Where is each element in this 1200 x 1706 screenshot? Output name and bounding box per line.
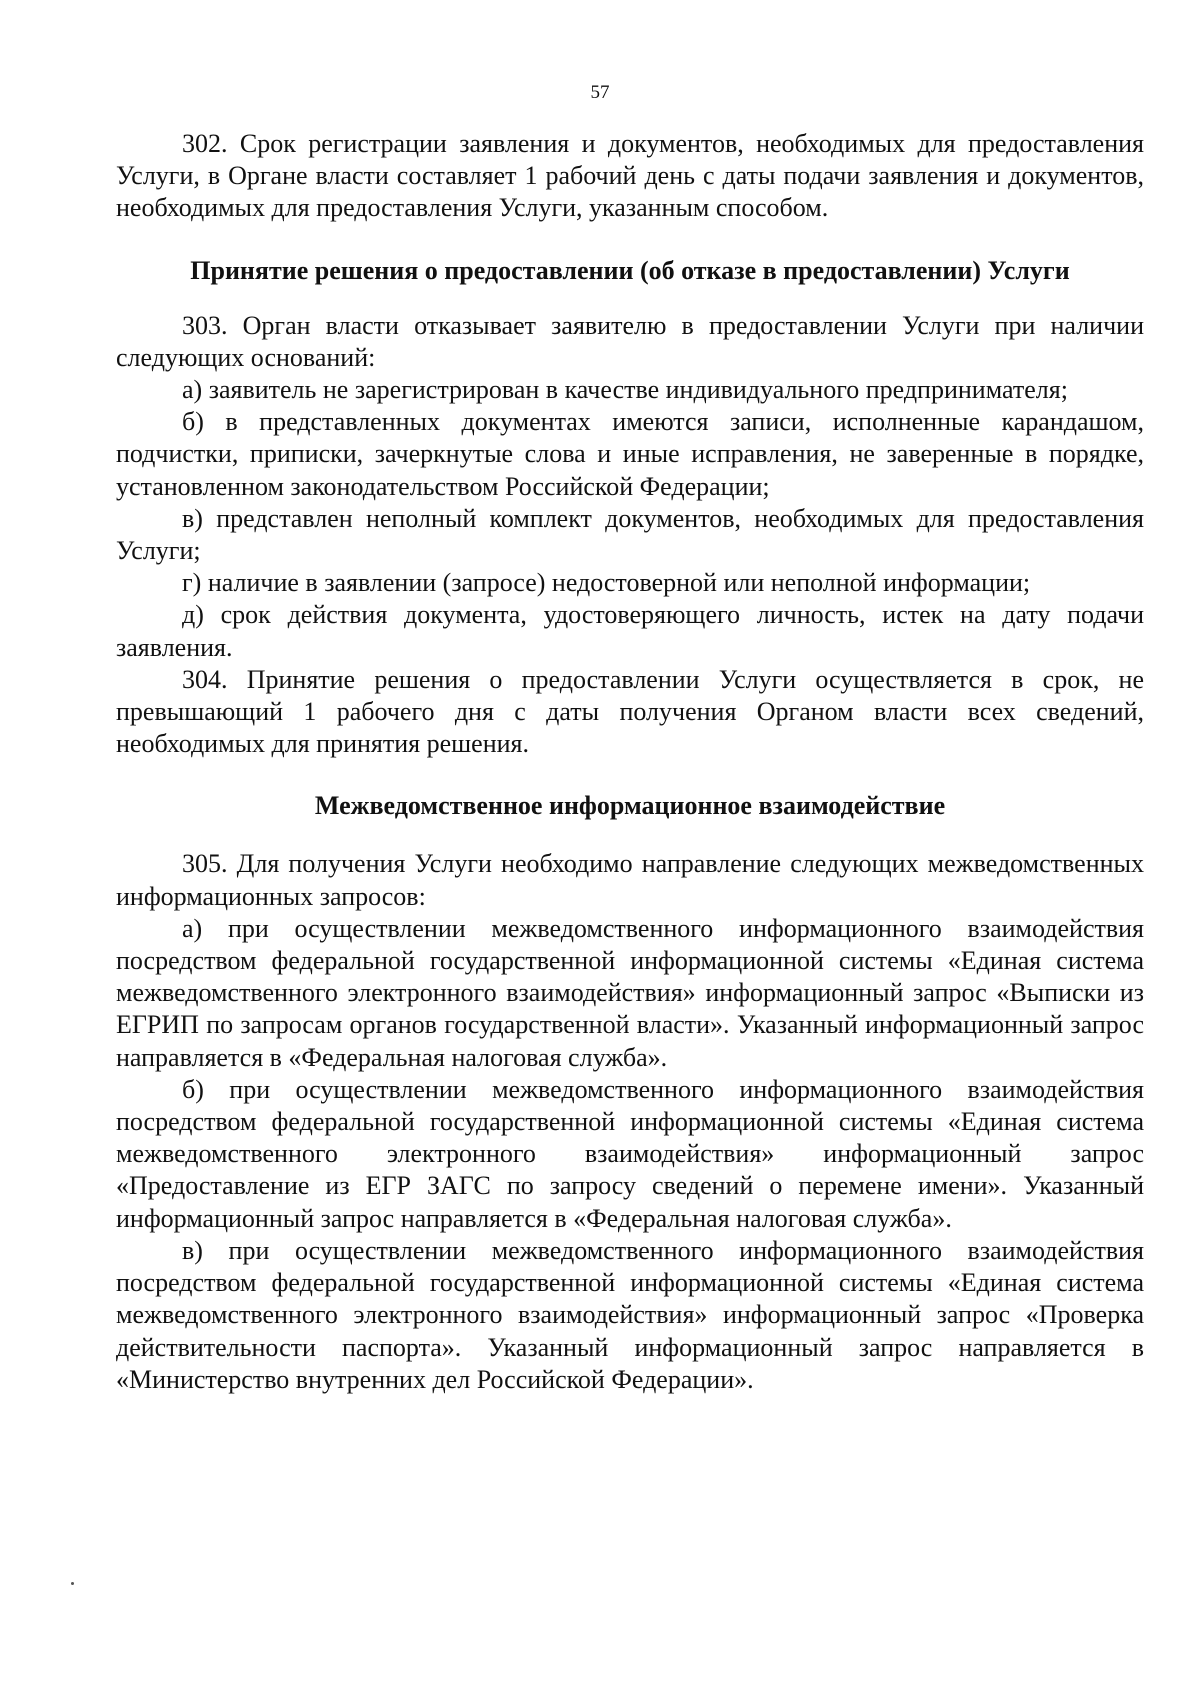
scan-speck — [71, 1582, 74, 1585]
list-item-g: г) наличие в заявлении (запросе) недостоверной или неполной информации; — [182, 568, 1031, 598]
paragraph-302: 302. Срок регистрации заявления и документов, необходимых для предоставления Услуги, в Органе власти составляет 1 рабочий день с даты подачи заявления и документов, необходимых для предоставления Услуги, указанным способом. — [116, 129, 1144, 223]
request-item-b: б) при осуществлении межведомственного информационного взаимодействия посредством федеральной государственной информационной системы «Единая система межведомственного электронного взаимодействия» информационный запрос «Предоставление из ЕГР ЗАГС по запросу сведений о перемене имени». Указанный информационный запрос направляется в «Федеральная налоговая служба». — [116, 1074, 1144, 1233]
document-body — [116, 128, 1144, 1396]
request-item-v: в) при осуществлении межведомственного информационного взаимодействия посредством федеральной государственной информационной системы «Единая система межведомственного электронного взаимодействия» информационный запрос «Проверка действительности паспорта». Указанный информационный запрос направляется в «Министерство внутренних дел Российской Федерации». — [116, 1235, 1144, 1394]
list-item-v: в) представлен неполный комплект документов, необходимых для предоставления Услуги; — [116, 503, 1144, 566]
page-number: 57 — [590, 82, 610, 103]
section-heading-interagency: Межведомственное информационное взаимодействие — [314, 791, 946, 821]
list-item-a: а) заявитель не зарегистрирован в качестве индивидуального предпринимателя; — [182, 375, 1068, 405]
section-heading-decision: Принятие решения о предоставлении (об отказе в предоставлении) Услуги — [190, 255, 1070, 285]
paragraph-303: 303. Орган власти отказывает заявителю в предоставлении Услуги при наличии следующих оснований: — [116, 310, 1144, 372]
paragraph-304: 304. Принятие решения о предоставлении Услуги осуществляется в срок, не превышающий 1 рабочего дня с даты получения Органом власти всех сведений, необходимых для принятия решения. — [116, 664, 1144, 759]
list-item-b: б) в представленных документах имеются записи, исполненные карандашом, подчистки, приписки, зачеркнутые слова и иные исправления, не заверенные в порядке, установленном законодательством Российской Федерации; — [116, 407, 1144, 501]
paragraph-305: 305. Для получения Услуги необходимо направление следующих межведомственных информационных запросов: — [116, 849, 1144, 911]
list-item-d: д) срок действия документа, удостоверяющего личность, истек на дату подачи заявления. — [116, 600, 1144, 662]
request-item-a: а) при осуществлении межведомственного информационного взаимодействия посредством федеральной государственной информационной системы «Единая система межведомственного электронного взаимодействия» информационный запрос «Выписки из ЕГРИП по запросам органов государственной власти». Указанный информационный запрос направляется в «Федеральная налоговая служба». — [116, 913, 1144, 1072]
